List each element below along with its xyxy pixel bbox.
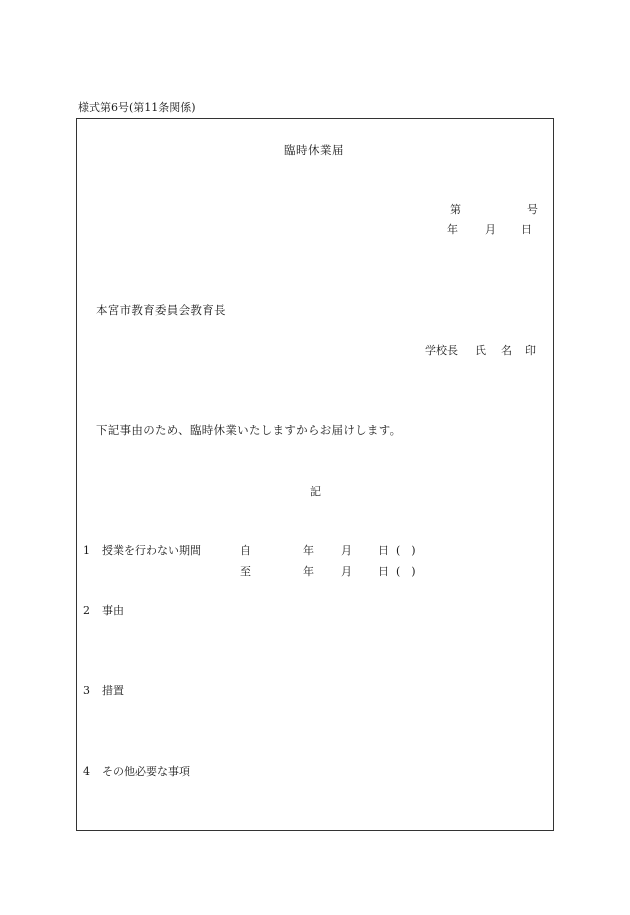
document-number-prefix: 第 <box>450 203 461 216</box>
date-day-label: 日 <box>521 223 532 236</box>
item-number: 4 <box>83 765 90 778</box>
item-label-other: その他必要な事項 <box>102 765 190 778</box>
item-number: 1 <box>83 544 90 557</box>
period-from-month: 月 <box>341 544 352 557</box>
period-to-day: 日 <box>378 565 389 578</box>
period-to-marker: 至 <box>240 565 251 578</box>
date-month-label: 月 <box>485 223 496 236</box>
seal-mark: 印 <box>525 344 536 357</box>
addressee: 本宮市教育委員会教育長 <box>96 303 226 317</box>
period-to-month: 月 <box>341 565 352 578</box>
period-from-year: 年 <box>303 544 314 557</box>
sender-surname-label: 氏 <box>475 344 486 357</box>
sender-name-label: 名 <box>501 344 512 357</box>
body-text: 下記事由のため、臨時休業いたしますからお届けします。 <box>96 423 402 437</box>
period-to-year: 年 <box>303 565 314 578</box>
document-title: 臨時休業届 <box>284 143 344 157</box>
sender-title: 学校長 <box>425 344 458 357</box>
ki-heading: 記 <box>310 485 321 498</box>
period-to-weekday: ( ) <box>396 565 416 578</box>
item-label-reason: 事由 <box>102 604 124 617</box>
date-year-label: 年 <box>447 223 458 236</box>
item-number: 2 <box>83 604 90 617</box>
item-label-measures: 措置 <box>102 684 124 697</box>
document-number-suffix: 号 <box>527 203 538 216</box>
item-number: 3 <box>83 684 90 697</box>
item-label-period: 授業を行わない期間 <box>102 544 201 557</box>
form-frame <box>76 118 554 831</box>
period-from-day: 日 <box>378 544 389 557</box>
period-from-weekday: ( ) <box>396 544 416 557</box>
period-from-marker: 自 <box>240 544 251 557</box>
form-number-label: 様式第6号(第11条関係) <box>78 101 196 114</box>
